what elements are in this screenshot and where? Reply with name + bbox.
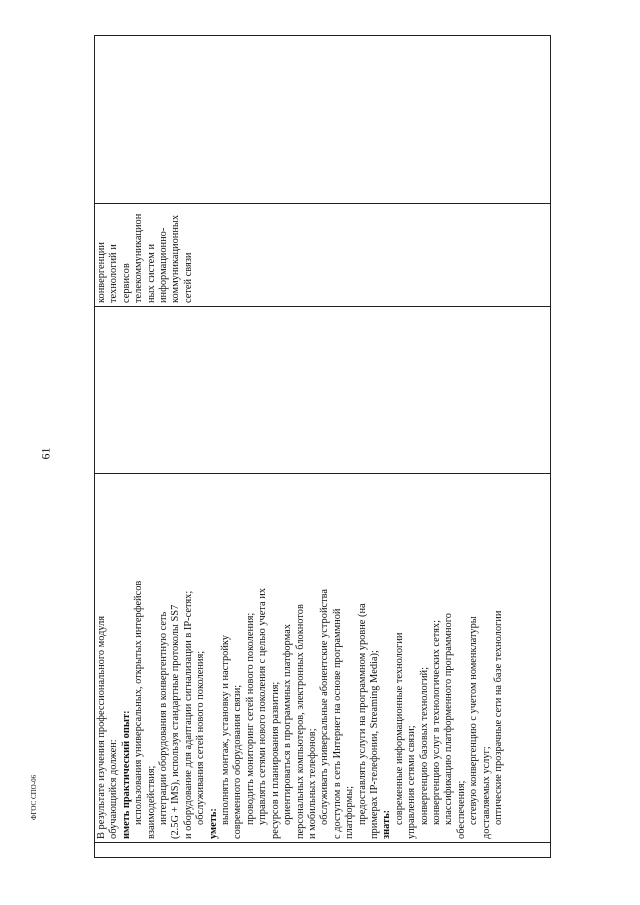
module-text-line: знать: <box>381 809 393 839</box>
topic-text-line: конвергенции <box>96 242 107 303</box>
module-text-line: с доступом в сеть Интернет на основе программной <box>331 608 343 839</box>
module-text-line: обеспечения; <box>455 780 467 839</box>
table-cell-competences <box>95 36 551 204</box>
topic-text-line: информационно- <box>158 227 170 303</box>
module-text-line: персональных компьютеров, электронных блокнотов <box>294 604 306 839</box>
module-text-line: ресурсов и планирования развития; <box>269 681 281 839</box>
table-cell-module-requirements <box>95 474 551 843</box>
topic-text-line: коммуникационных <box>170 214 182 303</box>
module-text-line: уметь: <box>207 808 219 839</box>
module-text-line: и мобильных телефонов; <box>306 728 318 839</box>
topic-text-line: ных систем и <box>145 243 157 303</box>
module-text-line: взаимодействия; <box>145 765 157 839</box>
module-text-line: иметь практический опыт: <box>120 710 132 839</box>
curriculum-table <box>94 35 551 858</box>
module-text-line: доставляемых услуг; <box>480 746 492 839</box>
table-cell-topic <box>95 204 551 307</box>
module-text-line: и оборудование для адаптации сигнализации в IP-сетях; <box>182 590 194 839</box>
topic-text <box>96 207 195 303</box>
table-cell-index <box>95 843 551 858</box>
topic-text-line: сетей связи <box>182 252 194 303</box>
footer-standard-code: ФГОС СПО-06 <box>30 774 38 820</box>
module-text-line: обслуживания сетей нового поколения; <box>195 650 207 825</box>
module-text-line: предоставлять услуги на программном уровне (на <box>356 603 368 825</box>
module-text-line: (2.5G + IMS), используя стандартные протоколы SS7 <box>170 604 182 839</box>
module-text-line: оптические прозрачные сети на базе технологии <box>493 610 504 825</box>
module-text-line: управления сетями связи; <box>406 725 418 839</box>
rotated-table-page <box>94 41 551 858</box>
module-text-line: примерах IP-телефонии, Streaming Media); <box>368 650 380 839</box>
topic-text-line: телекоммуникацион <box>133 213 145 303</box>
table-cell-hours <box>95 307 551 474</box>
module-text-line: интеграции оборудования в конвергентную сеть <box>158 611 170 825</box>
module-text-line: обслуживать универсальные абонентские устройства <box>319 588 331 825</box>
module-text-line: конвергенцию базовых технологий; <box>418 666 430 825</box>
module-text-line: современные информационные технологии <box>393 632 405 825</box>
module-requirements-text <box>96 477 505 839</box>
table-row <box>95 36 551 858</box>
module-text-line: платформы; <box>344 785 356 839</box>
module-text-line: обучающийся должен: <box>108 739 120 839</box>
module-text-line: сетевую конвергенцию с учетом номенклатуры <box>468 616 480 825</box>
module-text-line: конвергенцию услуг в технологических сетях; <box>430 619 442 825</box>
topic-text-line: сервисов <box>120 263 132 303</box>
module-text-line: В результате изучения профессионального модуля <box>96 615 107 839</box>
module-text-line: управлять сетями нового поколения с целью учета их <box>257 588 269 825</box>
module-text-line: классификацию платформенного программного <box>443 613 455 825</box>
topic-text-line: технологий и <box>108 244 120 303</box>
module-text-line: современного оборудования связи; <box>232 684 244 839</box>
module-text-line: проводить мониторинг сетей нового поколения; <box>244 612 256 825</box>
module-text-line: ориентироваться в программных платформах <box>282 624 294 825</box>
page-number: 61 <box>38 447 53 460</box>
module-text-line: выполнять монтаж, установку и настройку <box>220 635 232 825</box>
module-text-line: использования универсальных, открытых интерфейсов <box>133 580 145 825</box>
